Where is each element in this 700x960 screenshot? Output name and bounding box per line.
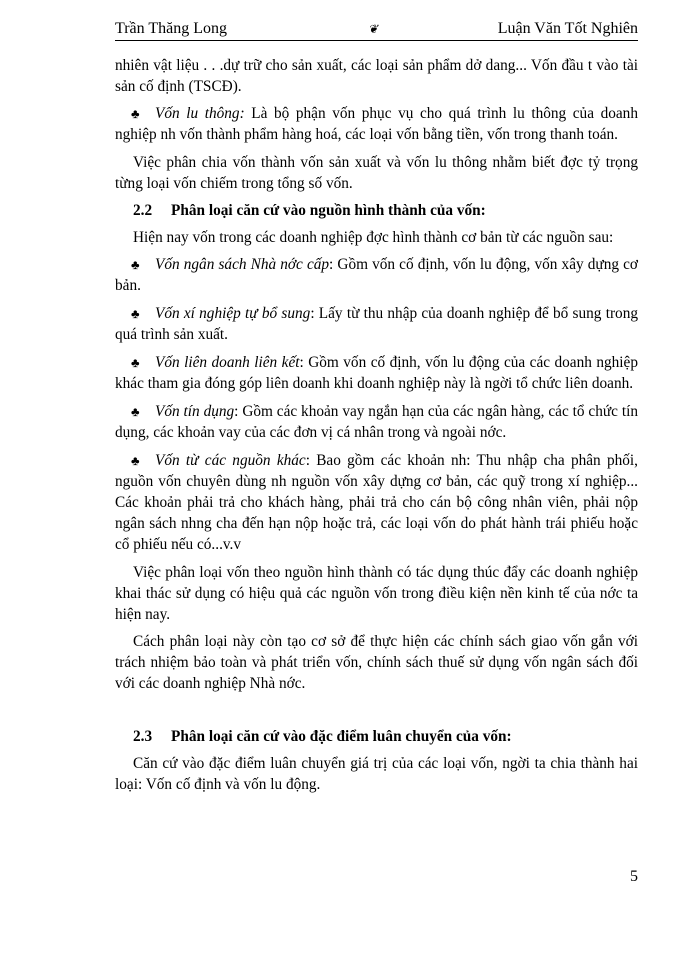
section-title: Phân loại căn cứ vào nguồn hình thành của vốn:	[171, 202, 486, 219]
bullet-text: : Bao gồm các khoản nh: Thu nhập cha phân phối, nguồn vốn chuyên dùng nh nguồn vốn xây dựng cơ bản, các quỹ trong xí nghiệp... Các khoản phải trả cho khách hàng, phải trả cho cán bộ công nhân viên, phải nộp ngân sách nhng cha đến hạn nộp hoặc trả, các loại vốn do phát hành trái phiếu hoặc cổ phiếu nếu có...v.v	[115, 452, 638, 553]
bullet-text: Là bộ phận vốn phục vụ cho quá trình lu thông của doanh nghiệp nh vốn thành phẩm hàng hoá, các loại vốn bằng tiền, vốn trong thanh toán.	[115, 105, 638, 143]
paragraph: nhiên vật liệu . . .dự trữ cho sản xuất, các loại sản phẩm dở dang... Vốn đầu t vào tài sản cố định (TSCĐ).	[115, 57, 638, 95]
bullet-text: : Lấy từ thu nhập của doanh nghiệp để bổ sung trong quá trình sản xuất.	[115, 305, 638, 343]
bullet-term: Vốn ngân sách Nhà nớc cấp	[155, 256, 330, 273]
club-bullet-icon: ♣	[131, 306, 140, 321]
section-heading	[133, 726, 638, 747]
bullet-text: : Gồm các khoản vay ngắn hạn của các ngân hàng, các tổ chức tín dụng, các khoản vay của các đơn vị cá nhân trong và ngoài nớc.	[115, 403, 638, 441]
bullet-term: Vốn xí nghiệp tự bổ sung	[155, 305, 311, 322]
club-bullet-icon: ♣	[131, 257, 140, 272]
spacer	[115, 700, 638, 720]
section-number: 2.3	[133, 728, 153, 745]
club-bullet-icon: ♣	[131, 453, 140, 468]
section-title: Phân loại căn cứ vào đặc điểm luân chuyển của vốn:	[171, 728, 512, 745]
page-header	[115, 18, 638, 38]
bullet-item	[115, 450, 638, 555]
bullet-term: Vốn liên doanh liên kết	[155, 354, 300, 371]
header-author: Trần Thăng Long	[115, 20, 227, 37]
paragraph: Căn cứ vào đặc điểm luân chuyển giá trị của các loại vốn, ngời ta chia thành hai loại: Vốn cố định và vốn lu động.	[115, 755, 638, 793]
club-bullet-icon: ♣	[131, 355, 140, 370]
paragraph: Cách phân loại này còn tạo cơ sở để thực hiện các chính sách giao vốn gắn với trách nhiệm bảo toàn và phát triển vốn, chính sách thuế sử dụng vốn ngân sách đối với các doanh nghiệp Nhà nớc.	[115, 633, 638, 692]
section-heading	[133, 200, 638, 221]
bullet-text: : Gồm vốn cố định, vốn lu động, vốn xây dựng cơ bản.	[115, 256, 638, 294]
club-bullet-icon: ♣	[131, 106, 140, 121]
header-ornament: ❦	[368, 22, 379, 36]
bullet-item	[115, 401, 638, 443]
bullet-term: Vốn lu thông:	[155, 105, 245, 122]
header-rule	[115, 40, 638, 41]
paragraph: Hiện nay vốn trong các doanh nghiệp đợc hình thành cơ bản từ các nguồn sau:	[133, 229, 614, 246]
bullet-item	[115, 103, 638, 145]
bullet-item	[115, 352, 638, 394]
bullet-term: Vốn từ các nguồn khác	[155, 452, 306, 469]
paragraph: Việc phân chia vốn thành vốn sản xuất và vốn lu thông nhằm biết đợc tỷ trọng từng loại vốn chiếm trong tổng số vốn.	[115, 154, 638, 192]
page-body	[115, 55, 638, 801]
header-title: Luận Văn Tốt Nghiên	[497, 20, 638, 37]
section-number: 2.2	[133, 202, 153, 219]
bullet-term: Vốn tín dụng	[155, 403, 235, 420]
bullet-item	[115, 254, 638, 296]
bullet-item	[115, 303, 638, 345]
page-number: 5	[630, 868, 638, 885]
paragraph: Việc phân loại vốn theo nguồn hình thành có tác dụng thúc đẩy các doanh nghiệp khai thác sử dụng có hiệu quả các nguồn vốn trong điều kiện nền kinh tế của nớc ta hiện nay.	[115, 564, 638, 623]
bullet-text: : Gồm vốn cố định, vốn lu động của các doanh nghiệp khác tham gia đóng góp liên doanh khi doanh nghiệp này là ngời tổ chức liên doanh.	[115, 354, 638, 392]
club-bullet-icon: ♣	[131, 404, 140, 419]
